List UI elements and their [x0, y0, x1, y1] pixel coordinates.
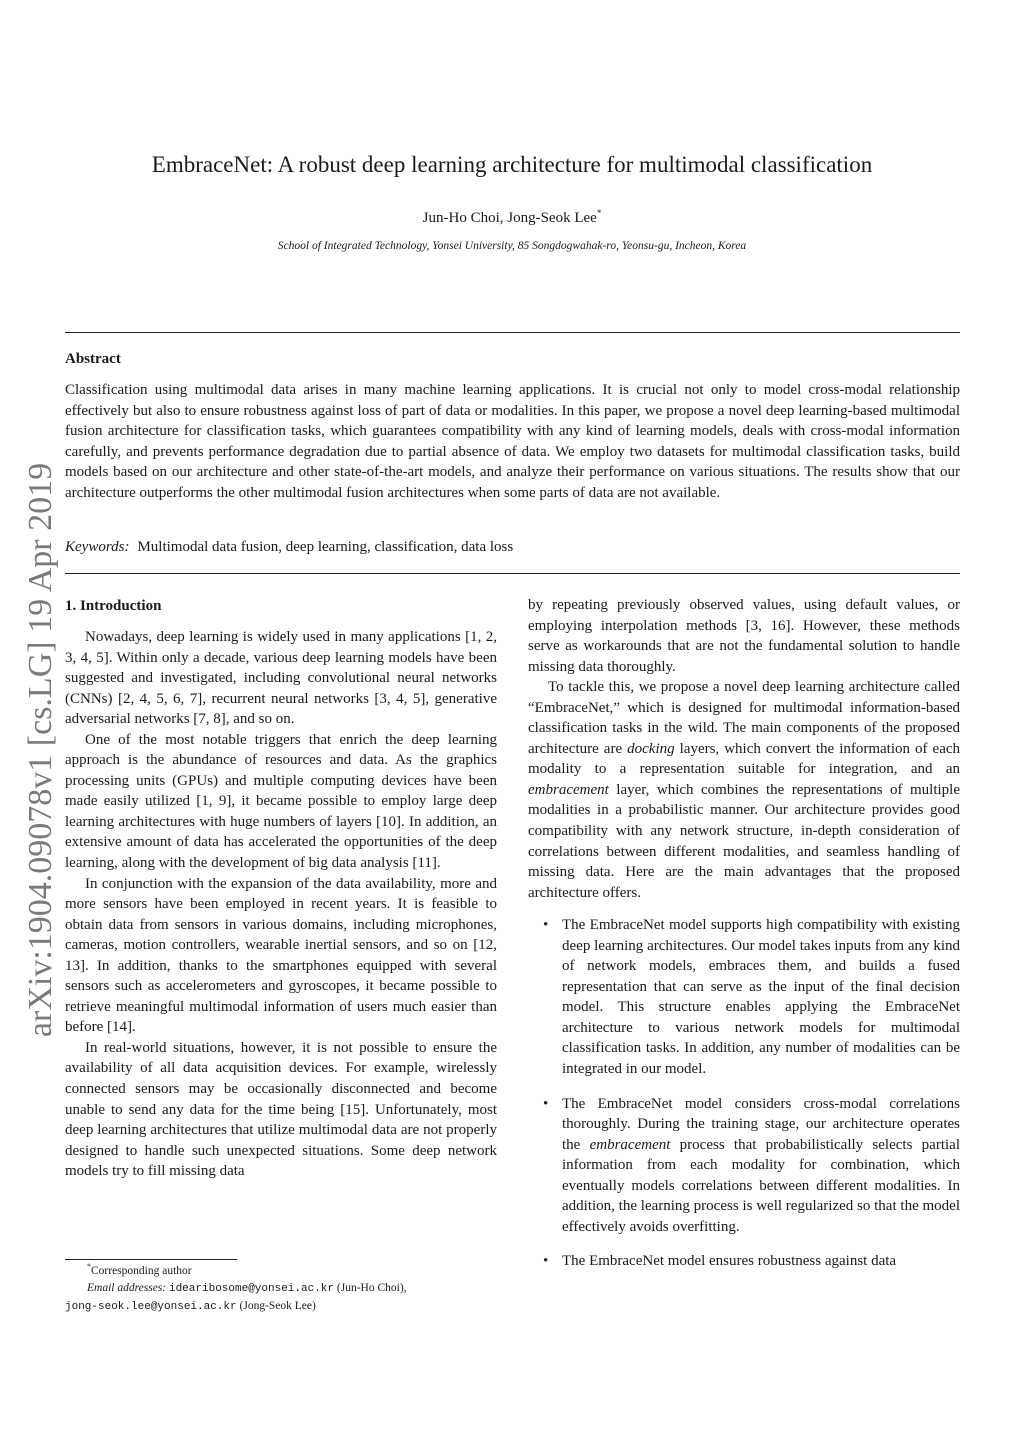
footnote-emails-cont — [65, 1298, 497, 1316]
advantage-robustness: The EmbraceNet model ensures robustness against data — [562, 1253, 897, 1270]
advantage-compatibility: The EmbraceNet model supports high compatibility with existing deep learning architectures. Our model takes inputs from any kind of network models, embraces them, and builds a fused representation that can serve as the input of the final decision model. This structure enables applying the EmbraceNet architecture to various network models for multimodal classification tasks. In addition, any number of modalities can be integrated in our model. — [562, 917, 960, 1078]
bullet-icon: • — [543, 917, 549, 934]
paper-title: EmbraceNet: A robust deep learning architecture for multimodal classification — [151, 152, 873, 177]
p6-part-b: layers, which convert the information of each modality to a representation suitable for integration, and an — [528, 740, 961, 778]
embracement-term: embracement — [528, 781, 609, 798]
email-link-lee[interactable]: jong-seok.lee@yonsei.ac.kr — [65, 1301, 237, 1313]
footnote-emails — [65, 1280, 497, 1298]
bullet-icon: • — [543, 1253, 549, 1270]
advantage-correlation-b: process that probabilistically selects partial information from each modality for combination, which eventually models correlations between different modalities. In addition, the learning process is well regularized so that the model effectively avoids overfitting. — [562, 1136, 960, 1235]
affiliation: School of Integrated Technology, Yonsei University, 85 Songdogwahak-ro, Yeonsu-gu, Incheon, Korea — [277, 240, 747, 252]
email-owner-choi: (Jun-Ho Choi), — [334, 1282, 407, 1294]
section-heading-introduction: 1. Introduction — [65, 598, 162, 614]
keywords-text: Multimodal data fusion, deep learning, classification, data loss — [137, 539, 514, 555]
advantage-correlation-a: The EmbraceNet model considers cross-modal correlations thoroughly. During the training stage, our architecture operates the — [562, 1095, 960, 1153]
embracement-term: embracement — [589, 1136, 671, 1153]
bullet-icon: • — [543, 1095, 549, 1112]
email-owner-lee: (Jong-Seok Lee) — [236, 1300, 316, 1312]
footnote-mark: * — [87, 1262, 91, 1272]
email-label: Email addresses: — [87, 1282, 167, 1294]
intro-paragraph-5 — [528, 677, 960, 903]
footnote-rule — [65, 1259, 237, 1260]
intro-paragraph-4: In real-world situations, however, it is not possible to ensure the availability of all data acquisition devices. For example, wirelessly connected sensors may be occasionally disconnected and become unable to send any data for the time being [15]. Unfortunately, most deep learning architectures that utilize multimodal data are not properly designed to handle such unexpected situations. Some deep network models try to fill missing data — [65, 1039, 497, 1180]
intro-paragraph-3: In conjunction with the expansion of the data availability, more and more sensors have been employed in recent years. It is feasible to obtain data from sensors in various domains, including microphones, cameras, motion controllers, wearable inertial sensors, and so on [12, 13]. In addition, thanks to the smartphones equipped with several sensors such as accelerometers and gyroscopes, it became possible to retrieve meaningful multimodal information of users much easier than before [14]. — [65, 875, 497, 1036]
keywords-line — [65, 537, 960, 557]
corresponding-mark: * — [596, 208, 602, 218]
top-rule — [65, 332, 960, 333]
footnotes — [65, 1263, 497, 1316]
corresponding-label: Corresponding author — [91, 1265, 192, 1277]
authors-names: Jun-Ho Choi, Jong-Seok Lee — [422, 210, 597, 226]
advantages-list — [528, 915, 960, 1272]
footnote-corresponding — [65, 1263, 497, 1280]
abstract-bottom-rule — [65, 573, 960, 574]
intro-paragraph-1: Nowadays, deep learning is widely used in many applications [1, 2, 3, 4, 5]. Within only a decade, various deep learning models have been suggested and investigated, including convolutional neural networks (CNNs) [2, 4, 5, 6, 7], recurrent neural networks [3, 4, 5], generative adversarial networks [7, 8], and so on. — [65, 629, 497, 728]
list-item — [528, 1251, 960, 1272]
p6-part-a: To tackle this, we propose a novel deep learning architecture called “EmbraceNet,” which is designed for multimodal information-based classification tasks in the wild. The main components of the proposed architecture are — [528, 679, 960, 757]
intro-paragraph-2: One of the most notable triggers that enrich the deep learning approach is the abundance of resources and data. As the graphics processing units (GPUs) and multiple computing devices have been made easily utilized [1, 9], it became possible to employ large deep learning architectures with huge numbers of layers [10]. In addition, an extensive amount of data has accelerated the opportunities of the deep learning, along with the development of big data analysis [11]. — [65, 731, 497, 872]
list-item — [528, 915, 960, 1079]
docking-term: docking — [627, 740, 675, 757]
author-list — [0, 208, 1024, 228]
right-column — [528, 595, 960, 1286]
email-link-choi[interactable]: idearibosome@yonsei.ac.kr — [168, 1283, 335, 1295]
intro-paragraph-4-continued: by repeating previously observed values, using default values, or employing interpolation methods [3, 16]. However, these methods serve as workarounds that are not the fundamental solution to handle missing data thoroughly. — [528, 597, 960, 675]
keywords-label: Keywords: — [65, 539, 130, 555]
abstract-heading: Abstract — [65, 351, 121, 367]
p6-part-c: layer, which combines the representations of multiple modalities in a probabilistic manner. Our architecture provides good compatibility with any network structure, in-depth consideration of correlations between different modalities, and seamless handling of missing data. Here are the main advantages that the proposed architecture offers. — [528, 781, 960, 901]
arxiv-identifier: arXiv:1904.09078v1 [cs.LG] 19 Apr 2019 — [22, 462, 59, 1038]
left-column — [65, 595, 497, 1182]
abstract-text: Classification using multimodal data arises in many machine learning applications. It is crucial not only to model cross-modal relationship effectively but also to ensure robustness against loss of part of data or modalities. In this paper, we propose a novel deep learning-based multimodal fusion architecture for classification tasks, which guarantees compatibility with any kind of learning models, deals with cross-modal information carefully, and prevents performance degradation due to partial absence of data. We employ two datasets for multimodal classification tasks, build models based on our architecture and other state-of-the-art models, and analyze their performance on various situations. The results show that our architecture outperforms the other multimodal fusion architectures when some parts of data are not available. — [65, 382, 960, 501]
list-item — [528, 1094, 960, 1238]
